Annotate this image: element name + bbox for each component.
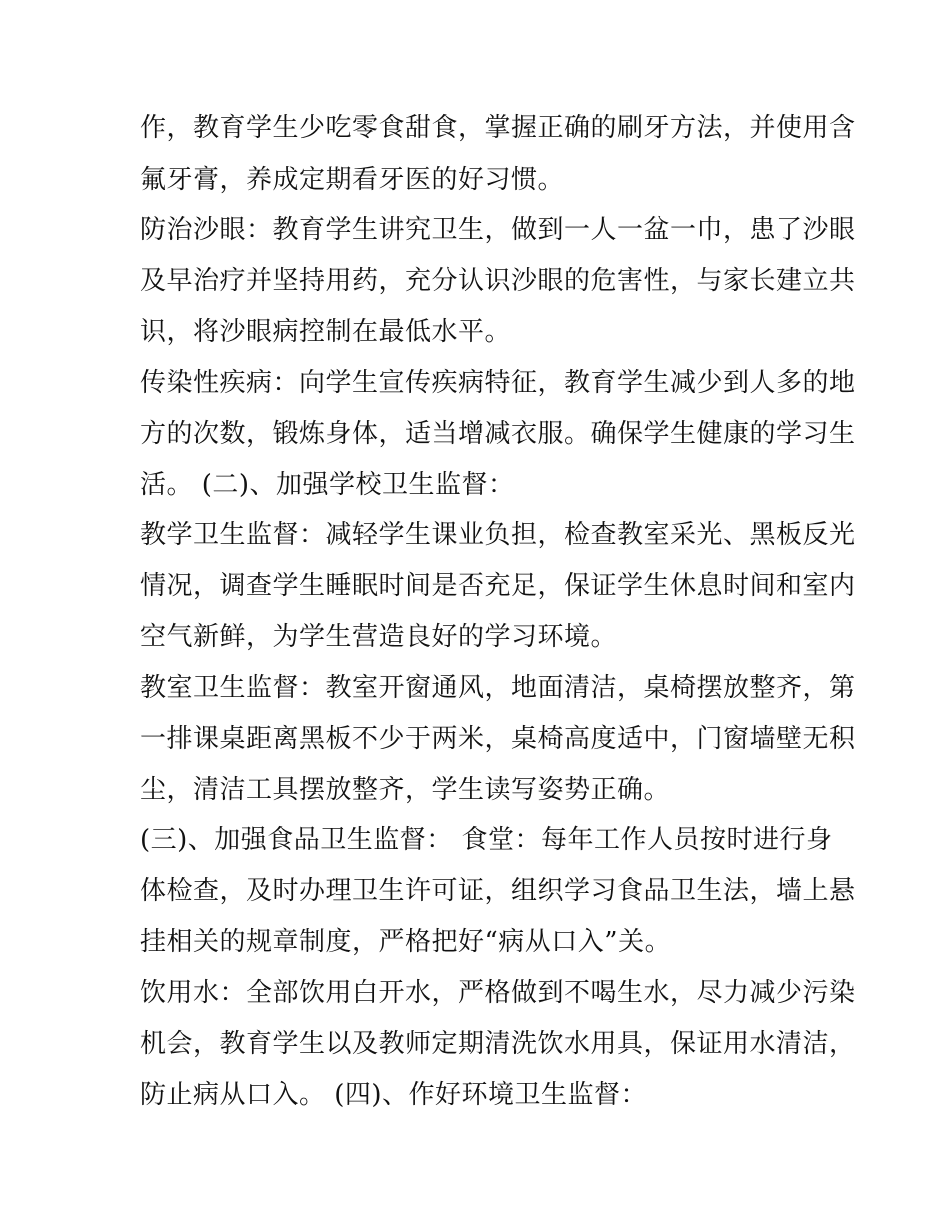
text-line: 及早治疗并坚持用药，充分认识沙眼的危害性，与家长建立共 <box>140 266 856 296</box>
text-line: 教学卫生监督：减轻学生课业负担，检查教室采光、黑板反光 <box>140 520 856 550</box>
text-line: 防治沙眼：教育学生讲究卫生，做到一人一盆一巾，患了沙眼 <box>140 215 856 245</box>
text-line: 饮用水：全部饮用白开水，严格做到不喝生水，尽力减少污染 <box>140 978 856 1008</box>
text-line: 尘，清洁工具摆放整齐，学生读写姿势正确。 <box>140 775 671 805</box>
text-line: 识，将沙眼病控制在最低水平。 <box>140 317 512 347</box>
text-line: 一排课桌距离黑板不少于两米，桌椅高度适中，门窗墙壁无积 <box>140 724 856 754</box>
text-line: 作，教育学生少吃零食甜食，掌握正确的刷牙方法，并使用含 <box>140 113 856 143</box>
text-line: 氟牙膏，养成定期看牙医的好习惯。 <box>140 165 565 195</box>
text-line: 挂相关的规章制度，严格把好“病从口入”关。 <box>140 927 672 957</box>
text-line: 防止病从口入。 (四)、作好环境卫生监督： <box>140 1080 648 1110</box>
text-line: (三)、加强食品卫生监督： 食堂：每年工作人员按时进行身 <box>140 825 833 855</box>
text-line: 机会，教育学生以及教师定期清洗饮水用具，保证用水清洁， <box>140 1029 856 1059</box>
text-line: 方的次数，锻炼身体，适当增减衣服。确保学生健康的学习生 <box>140 419 856 449</box>
text-line: 情况，调查学生睡眠时间是否充足，保证学生休息时间和室内 <box>140 571 856 601</box>
text-line: 活。 (二)、加强学校卫生监督： <box>140 470 515 500</box>
text-line: 传染性疾病：向学生宣传疾病特征，教育学生减少到人多的地 <box>140 368 856 398</box>
text-line: 教室卫生监督：教室开窗通风，地面清洁，桌椅摆放整齐，第 <box>140 673 856 703</box>
text-line: 体检查，及时办理卫生许可证，组织学习食品卫生法，墙上悬 <box>140 876 856 906</box>
text-line: 空气新鲜，为学生营造良好的学习环境。 <box>140 622 618 652</box>
